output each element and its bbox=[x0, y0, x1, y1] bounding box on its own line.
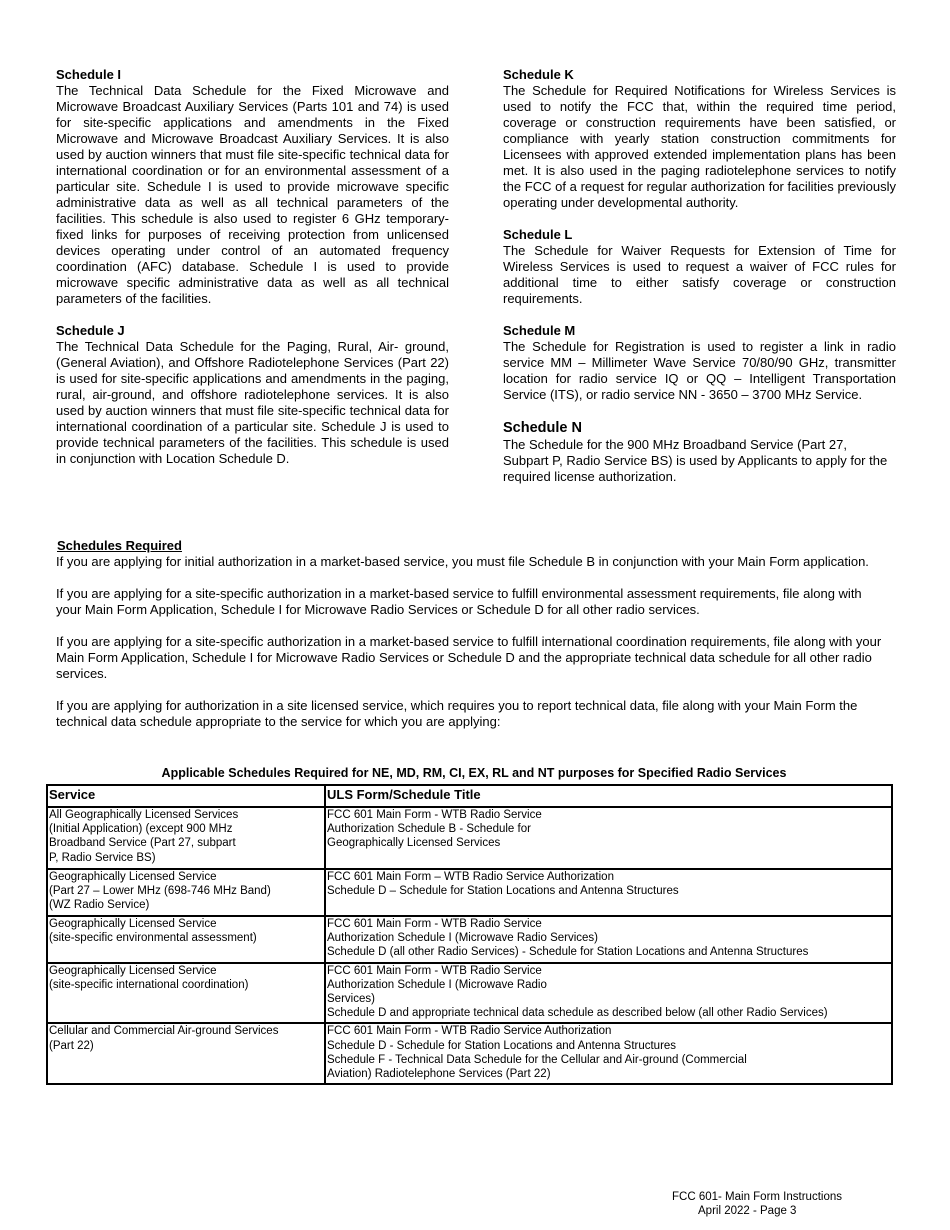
section-heading: Schedule N bbox=[503, 420, 582, 436]
cell-line: FCC 601 Main Form - WTB Radio Service bbox=[327, 809, 542, 821]
section-text: The Schedule for Registration is used to register a link in radio service MM – Millimeter Wave Service 70/80/90 GHz, transmitter location for radio service IQ or QQ – Intelligent Transportation Service (ITS), or radio service NN - 3650 – 3700 MHz Service. bbox=[503, 339, 896, 402]
service-cell bbox=[47, 963, 325, 1024]
section-text: The Schedule for Waiver Requests for Extension of Time for Wireless Services is used to request a waiver of FCC rules for additional time to either satisfy coverage or construction requirements. bbox=[503, 243, 896, 306]
section-heading: Schedule J bbox=[56, 323, 125, 338]
cell-line: Schedule D - Schedule for Station Locations and Antenna Structures bbox=[327, 1039, 677, 1052]
page-footer bbox=[672, 1190, 842, 1218]
schedule-k-section bbox=[503, 67, 896, 211]
cell-line: Authorization Schedule I (Microwave Radio Services) bbox=[327, 932, 599, 945]
cell-line: FCC 601 Main Form - WTB Radio Service bbox=[327, 918, 542, 930]
header-form-title: ULS Form/Schedule Title bbox=[325, 785, 892, 807]
form-title-cell bbox=[325, 1023, 892, 1084]
section-heading: Schedule M bbox=[503, 323, 576, 338]
section-heading: Schedule I bbox=[56, 67, 122, 82]
section-text: The Schedule for the 900 MHz Broadband Service (Part 27, Subpart P, Radio Service BS) is used by Applicants to apply for the required license authorization. bbox=[503, 437, 888, 484]
section-text: The Technical Data Schedule for the Fixed Microwave and Microwave Broadcast Auxiliary Services (Parts 101 and 74) is used for site-specific applications and amendments in the Fixed Microwave and Microwave Broadcast Auxiliary Services. It is also used by auction winners that must file site-specific technical data for international coordination or for an environmental assessment of a particular site. Schedule I is used to provide microwave specific administrative data as well as all technical parameters of the facilities. This schedule is also used to register 6 GHz temporary- fixed links for purposes of receiving protection from unlicensed devices operating under control of an automated frequency coordination (AFC) database. Schedule I is used to provide microwave specific administrative data as well as all technical parameters of the facilities. bbox=[56, 83, 449, 306]
cell-line: All Geographically Licensed Services bbox=[49, 809, 239, 821]
form-title-cell bbox=[325, 869, 892, 916]
cell-line: Broadband Service (Part 27, subpart bbox=[49, 837, 236, 850]
header-service: Service bbox=[47, 785, 325, 807]
cell-line: (WZ Radio Service) bbox=[49, 899, 150, 912]
right-column bbox=[503, 67, 896, 501]
table-row bbox=[47, 869, 892, 916]
footer-form-name: FCC 601- Main Form Instructions bbox=[672, 1191, 842, 1203]
schedules-required-section bbox=[56, 538, 890, 746]
schedule-n-section bbox=[503, 419, 896, 485]
service-cell bbox=[47, 1023, 325, 1084]
service-cell bbox=[47, 916, 325, 963]
cell-line: Cellular and Commercial Air-ground Services bbox=[49, 1025, 279, 1038]
left-column bbox=[56, 67, 449, 483]
table-row bbox=[47, 1023, 892, 1084]
cell-line: Schedule D (all other Radio Services) - Schedule for Station Locations and Antenna Structures bbox=[327, 946, 809, 959]
service-cell bbox=[47, 807, 325, 869]
section-text: The Schedule for Required Notifications for Wireless Services is used to notify the FCC that, within the required time period, coverage or construction requirements have been satisfied, or compliance with yearly station construction commitments for Licensees with approved extended implementation plans has been met. It is also used in the paging radiotelephone services to notify the FCC of a request for regular authorization for facilities previously operating under developmental authority. bbox=[503, 83, 896, 210]
cell-line: Authorization Schedule B - Schedule for bbox=[327, 823, 531, 836]
section-heading: Schedule K bbox=[503, 67, 574, 82]
cell-line: Schedule F - Technical Data Schedule for the Cellular and Air-ground (Commercial bbox=[327, 1053, 747, 1066]
form-title-cell bbox=[325, 963, 892, 1024]
schedule-l-section bbox=[503, 227, 896, 307]
cell-line: Schedule D – Schedule for Station Locations and Antenna Structures bbox=[327, 885, 679, 898]
section-heading: Schedule L bbox=[503, 227, 573, 242]
cell-line: Aviation) Radiotelephone Services (Part 22) bbox=[327, 1068, 551, 1081]
cell-line: Geographically Licensed Services bbox=[327, 837, 501, 850]
table-row bbox=[47, 807, 892, 869]
paragraph: If you are applying for a site-specific authorization in a market-based service to fulfill international coordination requirements, file along with your Main Form Application, Schedule I for Microwave Radio Services or Schedule D and the appropriate technical data schedule for all other radio services. bbox=[56, 634, 882, 681]
cell-line: Geographically Licensed Service bbox=[49, 871, 217, 883]
table-row bbox=[47, 916, 892, 963]
cell-line: FCC 601 Main Form – WTB Radio Service Authorization bbox=[327, 871, 614, 883]
section-text: The Technical Data Schedule for the Paging, Rural, Air- ground, (General Aviation), and Offshore Radiotelephone Services (Part 22) is used for site-specific applications and amendments in the paging, rural, air-ground, and offshore radiotelephone services. It is also used by auction winners that must file site-specific technical data for international coordination of a particular site. Schedule J is used to provide technical parameters of the facilities. This schedule is used in conjunction with Location Schedule D. bbox=[56, 339, 449, 466]
service-cell bbox=[47, 869, 325, 916]
cell-line: (site-specific environmental assessment) bbox=[49, 932, 257, 945]
form-title-cell bbox=[325, 916, 892, 963]
schedules-table bbox=[46, 784, 893, 1085]
table-caption: Applicable Schedules Required for NE, MD, RM, CI, EX, RL and NT purposes for Specified Radio Services bbox=[161, 766, 787, 780]
cell-line: Schedule D and appropriate technical data schedule as described below (all other Radio Services) bbox=[327, 1007, 828, 1020]
schedule-i-section bbox=[56, 67, 449, 307]
cell-line: Geographically Licensed Service bbox=[49, 918, 217, 930]
cell-line: Geographically Licensed Service bbox=[49, 964, 217, 977]
cell-line: (Part 22) bbox=[49, 1039, 94, 1052]
paragraph: If you are applying for authorization in a site licensed service, which requires you to report technical data, file along with your Main Form the technical data schedule appropriate to the service for which you are applying: bbox=[56, 698, 858, 729]
cell-line: Authorization Schedule I (Microwave Radio bbox=[327, 978, 547, 991]
cell-line: (Initial Application) (except 900 MHz bbox=[49, 823, 233, 836]
cell-line: FCC 601 Main Form - WTB Radio Service bbox=[327, 964, 542, 977]
footer-page-number: April 2022 - Page 3 bbox=[698, 1205, 797, 1217]
paragraph: If you are applying for a site-specific authorization in a market-based service to fulfill environmental assessment requirements, file along with your Main Form Application, Schedule I for Microwave Radio Services or Schedule D for all other radio services. bbox=[56, 586, 862, 617]
cell-line: Services) bbox=[327, 993, 375, 1006]
schedule-m-section bbox=[503, 323, 896, 403]
cell-line: (site-specific international coordination) bbox=[49, 978, 249, 991]
cell-line: FCC 601 Main Form - WTB Radio Service Authorization bbox=[327, 1025, 612, 1038]
table-header-row bbox=[47, 785, 892, 807]
table-row bbox=[47, 963, 892, 1024]
paragraph: If you are applying for initial authorization in a market-based service, you must file Schedule B in conjunction with your Main Form application. bbox=[56, 554, 869, 569]
cell-line: (Part 27 – Lower MHz (698-746 MHz Band) bbox=[49, 885, 271, 898]
cell-line: P, Radio Service BS) bbox=[49, 851, 156, 864]
form-title-cell bbox=[325, 807, 892, 869]
schedule-j-section bbox=[56, 323, 449, 467]
schedules-required-heading: Schedules Required bbox=[57, 538, 182, 553]
